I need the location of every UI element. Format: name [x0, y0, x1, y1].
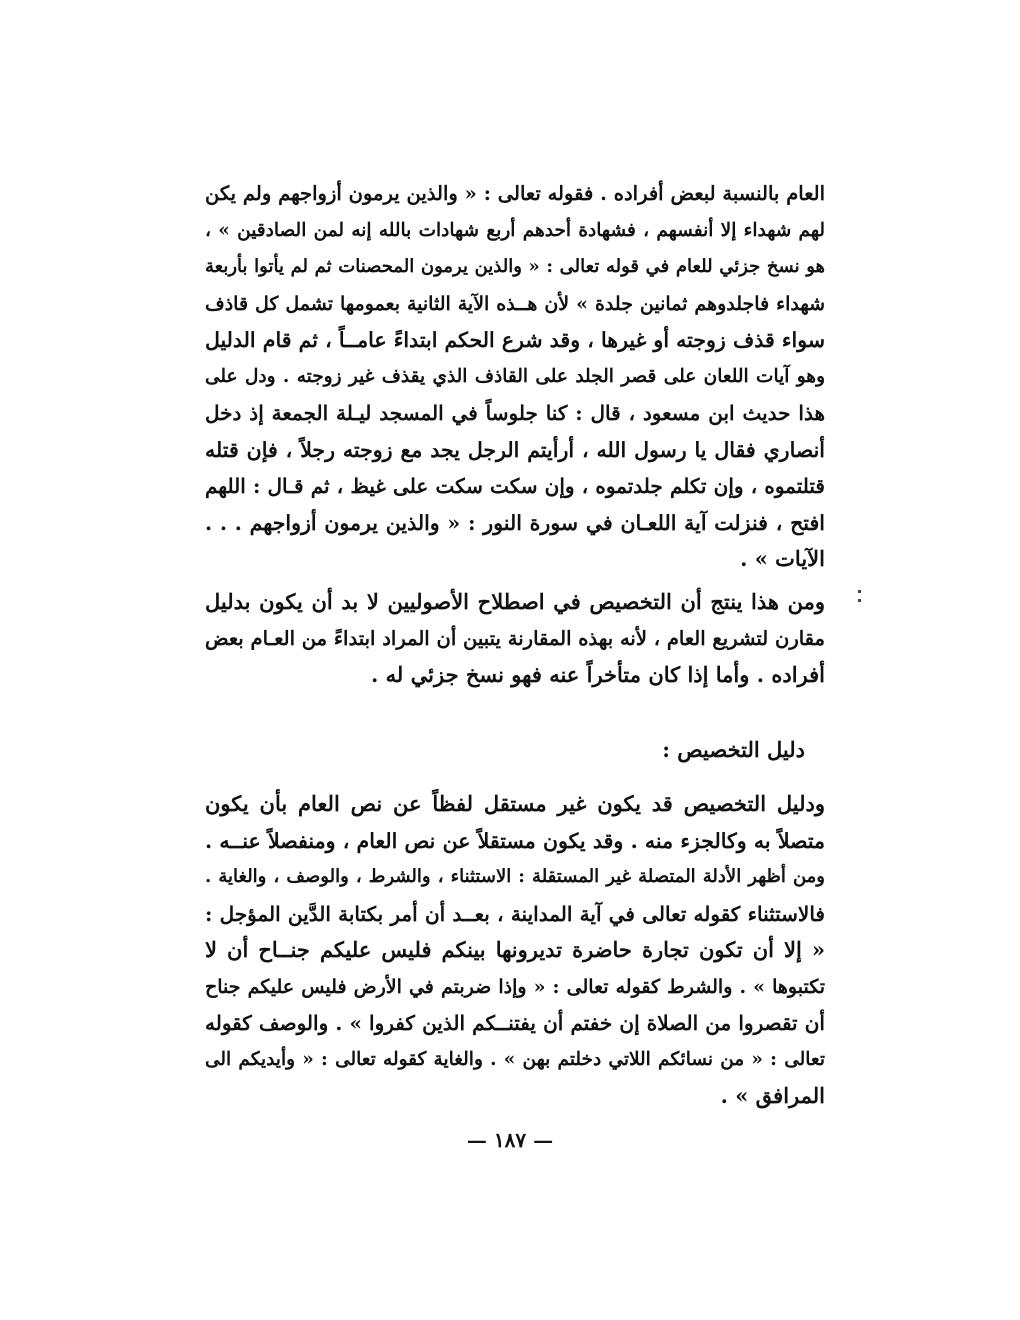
paragraph-line: الآيات » . — [740, 546, 825, 571]
paragraph-line: تعالى : « من نسائكم اللاتي دخلتم بهن » . والغاية كقوله تعالى : « وأيديكم الى — [205, 1048, 825, 1070]
paragraph-1 — [205, 176, 825, 578]
section-heading: دليل التخصيص : — [662, 737, 805, 762]
paragraph-line: فالاستثناء كقوله تعالى في آية المداينة ، بعــد أن أمر بكتابة الدَّين المؤجل : — [205, 901, 825, 926]
paragraph-line: المرافق » . — [720, 1083, 825, 1108]
paragraph-line: أنصاري فقال يا رسول الله ، أرأيتم الرجل يجد مع زوجته رجلاً ، فإن قتله — [205, 437, 825, 462]
paragraph-line: لهم شهداء إلا أنفسهم ، فشهادة أحدهم أربع شهادات بالله إنه لمن الصادقين » ، — [205, 219, 825, 241]
paragraph-2 — [205, 584, 825, 694]
paragraph-line: أن تقصروا من الصلاة إن خفتم أن يفتنــكم الذين كفروا » . والوصف كقوله — [205, 1011, 825, 1035]
paragraph-line: تكتبوها » . والشرط كقوله تعالى : « وإذا ضربتم في الأرض فليس عليكم جناح — [205, 975, 825, 998]
paragraph-line: قتلتموه ، وإن تكلم جلدتموه ، وإن سكت سكت على غيظ ، ثم قـال : اللهم — [205, 474, 825, 498]
paragraph-line: « إلا أن تكون تجارة حاضرة تديرونها بينكم فليس عليكم جنــاح أن لا — [205, 937, 825, 962]
paragraph-line: مقارن لتشريع العام ، لأنه بهذه المقارنة يتبين أن المراد ابتداءً من العـام بعض — [205, 626, 825, 650]
paragraph-line: هو نسخ جزئي للعام في قوله تعالى : « والذين يرمون المحصنات ثم لم يأتوا بأربعة — [205, 256, 825, 277]
page-number: — ١٨٧ — — [466, 1128, 554, 1152]
paragraph-line: سواء قذف زوجته أو غيرها ، وقد شرع الحكم ابتداءً عامــاً ، ثم قام الدليل — [205, 328, 825, 352]
paragraph-line: وهو آيات اللعان على قصر الجلد على القاذف الذي يقذف غير زوجته . ودل على — [205, 365, 825, 387]
paragraph-line: ودليل التخصيص قد يكون غير مستقل لفظاً عن نص العام بأن يكون — [205, 791, 825, 816]
paragraph-line: افتح ، فنزلت آية اللعـان في سورة النور : « والذين يرمون أزواجهم . . . — [205, 510, 825, 535]
paragraph-line: شهداء فاجلدوهم ثمانين جلدة » لأن هــذه الآية الثانية بعمومها تشمل كل قاذف — [205, 292, 825, 315]
paragraph-line: متصلاً به وكالجزء منه . وقد يكون مستقلاً عن نص العام ، ومنفصلاً عنــه . — [205, 828, 825, 853]
paragraph-line: ومن هذا ينتج أن التخصيص في اصطلاح الأصوليين لا بد أن يكون بدليل — [205, 589, 825, 614]
paragraph-line: أفراده . وأما إذا كان متأخراً عنه فهو نسخ جزئي له . — [371, 662, 825, 687]
paragraph-3 — [205, 786, 825, 1115]
paragraph-line: العام بالنسبة لبعض أفراده . فقوله تعالى : « والذين يرمون أزواجهم ولم يكن — [205, 182, 825, 205]
paragraph-line: هذا حديث ابن مسعود ، قال : كنا جلوساً في المسجد ليـلة الجمعة إذ دخل — [205, 401, 825, 425]
margin-mark — [858, 590, 862, 608]
paragraph-line: ومن أظهر الأدلة المتصلة غير المستقلة : الاستثناء ، والشرط ، والوصف ، والغاية . — [205, 866, 825, 887]
